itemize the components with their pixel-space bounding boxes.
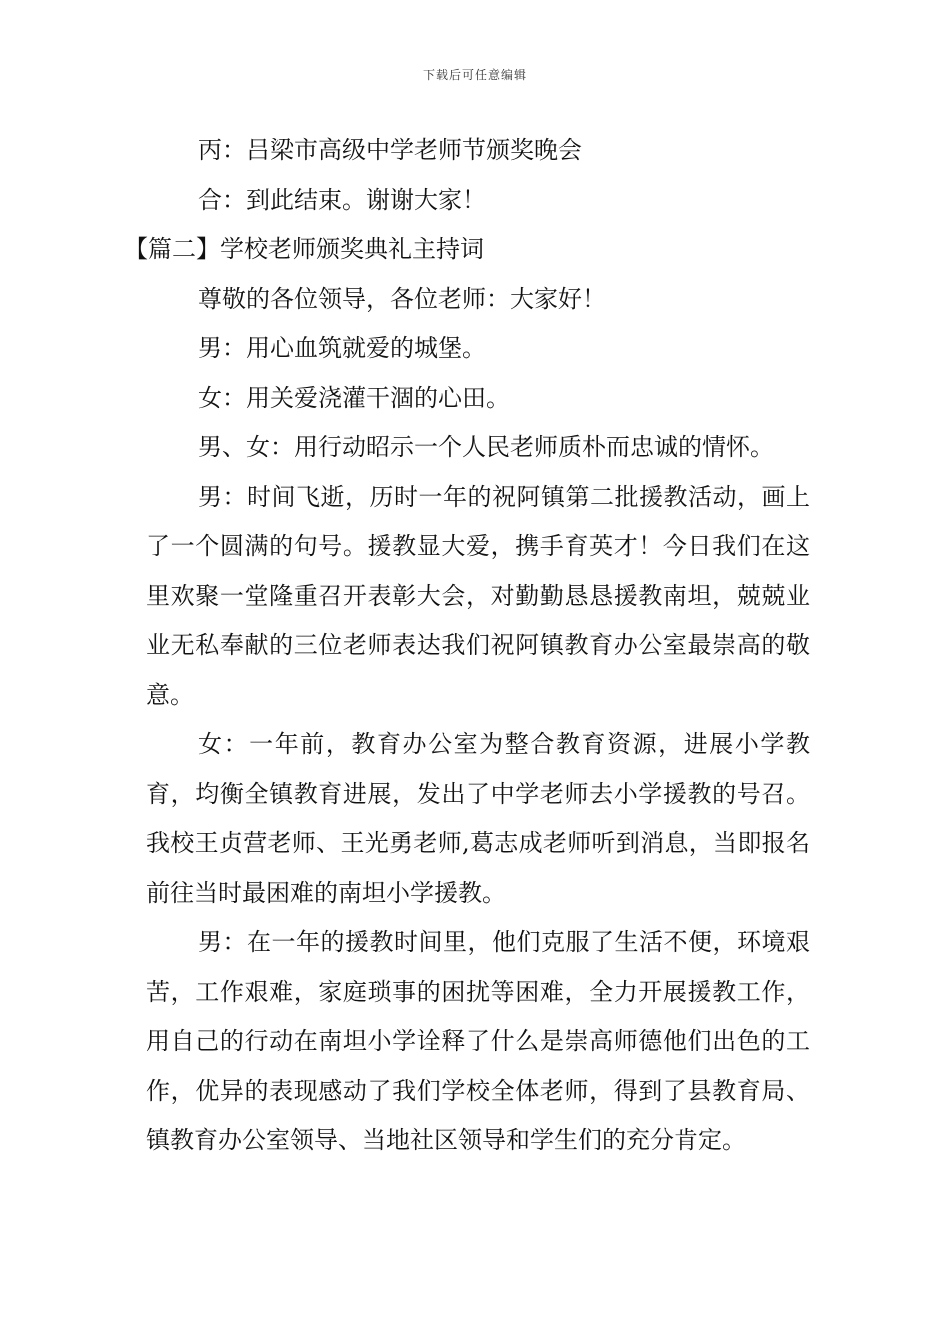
section-title: 【篇二】学校老师颁奖典礼主持词 bbox=[124, 235, 484, 263]
document-body bbox=[124, 126, 810, 1166]
speech-line-male-1: 男：用心血筑就爱的城堡。 bbox=[198, 334, 486, 362]
speech-line-both: 男、女：用行动昭示一个人民老师质朴而忠诚的情怀。 bbox=[198, 433, 774, 461]
page-header-note: 下载后可任意编辑 bbox=[422, 68, 527, 82]
paragraph-male-2: 男：时间飞逝，历时一年的祝阿镇第二批援教活动，画上了一个圆满的句号。援教显大爱，携手育英才！今日我们在这里欢聚一堂隆重召开表彰大会，对勤勤恳恳援教南坦，兢兢业业无私奉献的三位老师表达我们祝阿镇教育办公室最崇高的敬意。 bbox=[146, 482, 810, 709]
paragraph-female-2: 女：一年前，教育办公室为整合教育资源，进展小学教育，均衡全镇教育进展，发出了中学老师去小学援教的号召。我校王贞营老师、王光勇老师,葛志成老师听到消息，当即报名前往当时最困难的南坦小学援教。 bbox=[146, 730, 810, 907]
speech-line-female-1: 女：用关爱浇灌干涸的心田。 bbox=[198, 383, 510, 412]
speech-line-bing: 丙：吕梁市高级中学老师节颁奖晚会 bbox=[198, 136, 582, 164]
greeting-line: 尊敬的各位领导，各位老师：大家好！ bbox=[198, 284, 606, 313]
speech-line-he: 合：到此结束。谢谢大家！ bbox=[198, 185, 486, 214]
paragraph-male-3: 男：在一年的援教时间里，他们克服了生活不便，环境艰苦，工作艰难，家庭琐事的困扰等困难，全力开展援教工作，用自己的行动在南坦小学诠释了什么是崇高师德他们出色的工作，优异的表现感动了我们学校全体老师，得到了县教育局、镇教育办公室领导、当地社区领导和学生们的充分肯定。 bbox=[146, 928, 810, 1154]
